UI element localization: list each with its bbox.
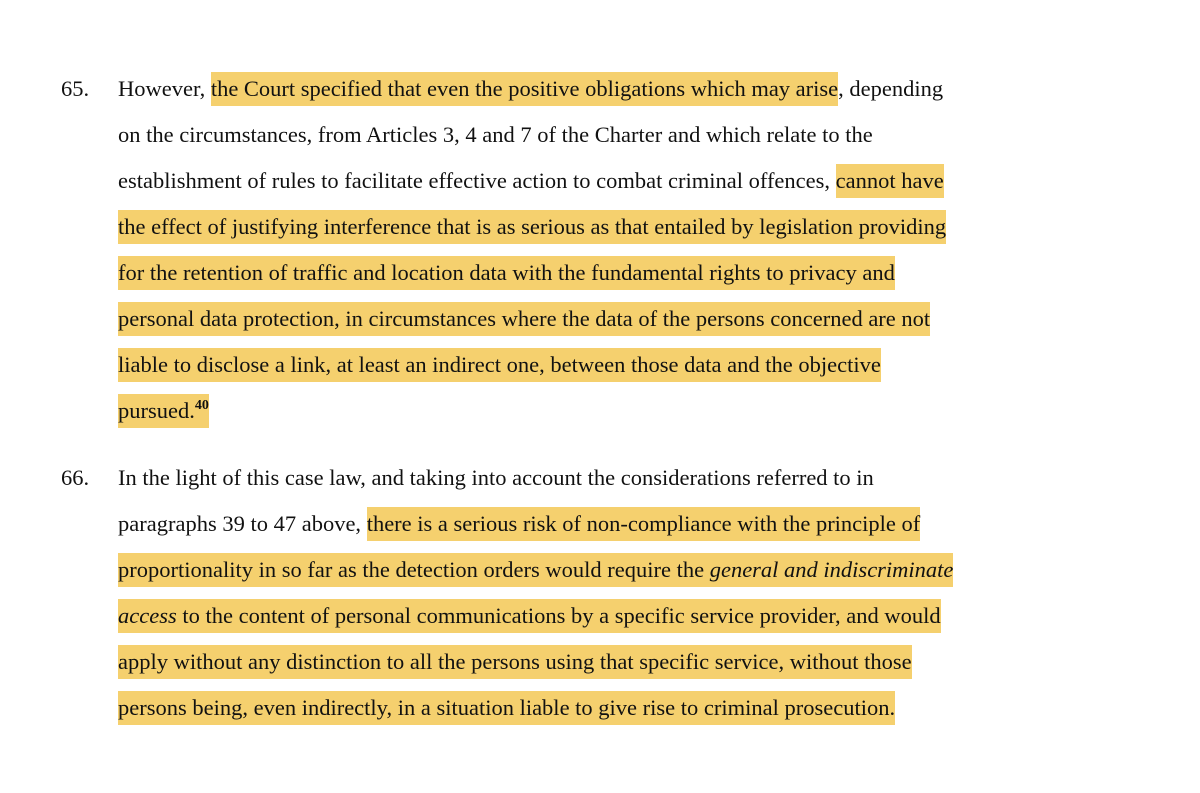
text-line [118, 685, 1118, 731]
highlighted-text: access [118, 599, 177, 633]
text-segment: , depending [838, 76, 944, 101]
highlighted-text: pursued. [118, 394, 195, 428]
text-line [118, 388, 1118, 434]
text-line [118, 593, 1118, 639]
highlighted-text: to the content of personal communications by a specific service provider, and would [177, 599, 941, 633]
text-line [118, 455, 1118, 501]
highlighted-text: proportionality in so far as the detection orders would require the [118, 553, 710, 587]
highlighted-text: cannot have [836, 164, 944, 198]
text-line [118, 547, 1118, 593]
text-line [118, 158, 1118, 204]
highlighted-text: general and indiscriminate [710, 553, 954, 587]
highlighted-text: there is a serious risk of non-compliance with the principle of [367, 507, 921, 541]
text-line [118, 112, 1118, 158]
paragraph-body [118, 66, 1118, 434]
text-segment: paragraphs 39 to 47 above, [118, 511, 367, 536]
footnote-reference[interactable]: 40 [194, 398, 209, 413]
paragraph-body [118, 455, 1118, 731]
highlighted-text: the effect of justifying interference that is as serious as that entailed by legislation providing [118, 210, 946, 244]
highlighted-text: persons being, even indirectly, in a situation liable to give rise to criminal prosecution. [118, 691, 895, 725]
text-line [118, 639, 1118, 685]
text-line [118, 501, 1118, 547]
highlighted-text: apply without any distinction to all the persons using that specific service, without those [118, 645, 912, 679]
text-line [118, 296, 1118, 342]
text-segment: However, [118, 76, 211, 101]
text-segment: In the light of this case law, and taking into account the considerations referred to in [118, 465, 874, 490]
text-segment: on the circumstances, from Articles 3, 4 and 7 of the Charter and which relate to the [118, 122, 873, 147]
paragraph-number: 65. [61, 76, 90, 101]
text-line [118, 66, 1118, 112]
paragraph-number: 66. [61, 465, 90, 490]
text-line [118, 342, 1118, 388]
text-segment: establishment of rules to facilitate effective action to combat criminal offences, [118, 168, 836, 193]
highlighted-text: for the retention of traffic and location data with the fundamental rights to privacy and [118, 256, 895, 290]
text-line [118, 250, 1118, 296]
text-line [118, 204, 1118, 250]
highlighted-text: the Court specified that even the positive obligations which may arise [211, 72, 838, 106]
highlighted-text: liable to disclose a link, at least an indirect one, between those data and the objective [118, 348, 881, 382]
highlighted-text: personal data protection, in circumstances where the data of the persons concerned are not [118, 302, 930, 336]
highlighted-text [195, 394, 209, 428]
